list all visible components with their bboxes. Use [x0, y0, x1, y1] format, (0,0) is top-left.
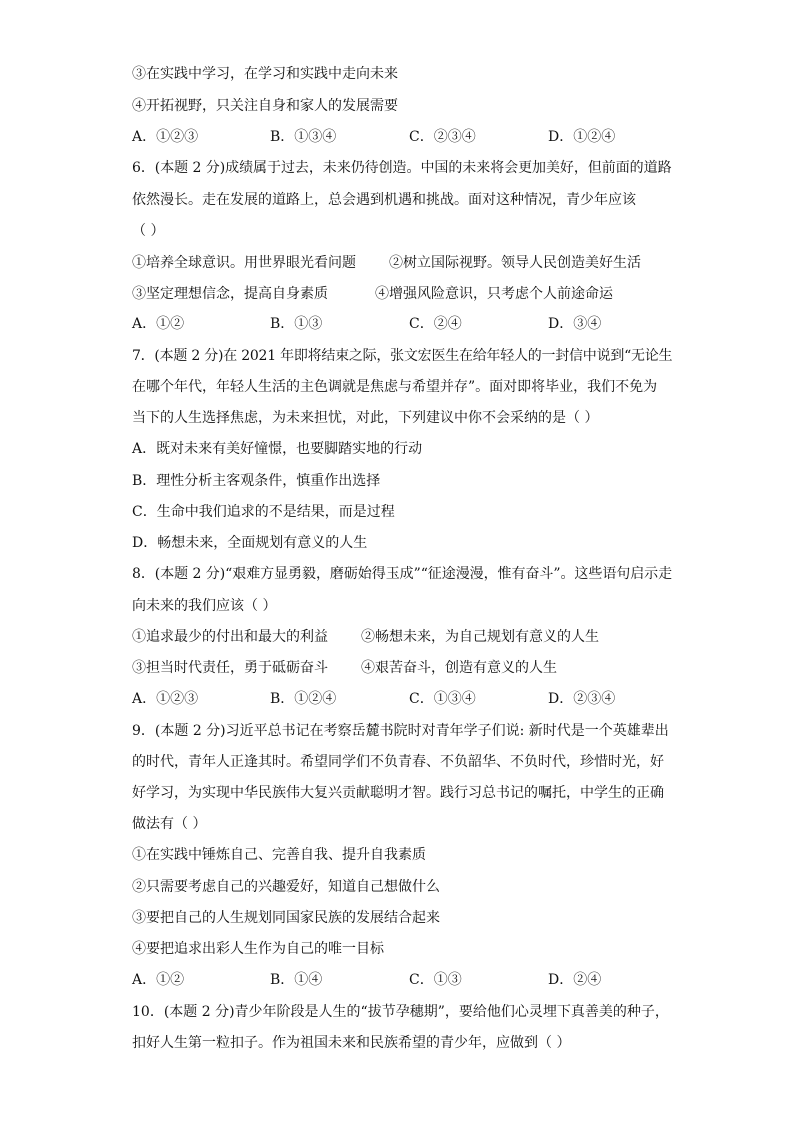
q8-stem-line-2: 向未来的我们应该（ ） [132, 598, 277, 614]
q7-stem-line-3: 当下的人生选择焦虑，为未来担忧，对此，下列建议中你不会采纳的是（ ） [132, 410, 599, 426]
q5-item-3: ③在实践中学习，在学习和实践中走向未来 [132, 66, 398, 82]
q6-stem-line-3: （ ） [132, 223, 165, 239]
q8-item-2: ②畅想未来，为自己规划有意义的人生 [361, 629, 599, 645]
q6-item-1: ①培养全球意识。用世界眼光看问题 [132, 255, 356, 271]
q9-stem-line-3: 好学习，为实现中华民族伟大复兴贡献聪明才智。践行习总书记的嘱托，中学生的正确 [132, 785, 664, 801]
q5-option-c: C．②③④ [409, 129, 476, 145]
q9-option-b: B．①④ [270, 972, 323, 988]
q6-items-row-1 [132, 253, 672, 273]
q5-item-4: ④开拓视野，只关注自身和家人的发展需要 [132, 98, 398, 114]
q6-items-row-2 [132, 284, 672, 304]
q7-stem-line-1: 7．(本题 2 分)在 2021 年即将结束之际，张文宏医生在给年轻人的一封信中说到“无论生 [132, 348, 673, 364]
q8-items-row-1 [132, 627, 672, 647]
q9-option-a: A．①② [132, 972, 185, 988]
q5-options [132, 127, 672, 147]
q7-stem-line-2: 在哪个年代，年轻人生活的主色调就是焦虑与希望并存”。面对即将毕业，我们不免为 [132, 379, 658, 395]
q8-options [132, 689, 672, 709]
q8-item-4: ④艰苦奋斗，创造有意义的人生 [361, 660, 557, 676]
q6-options [132, 314, 672, 334]
q6-item-3: ③坚定理想信念，提高自身素质 [132, 286, 328, 302]
q8-option-a: A．①②③ [132, 691, 199, 707]
q8-stem-line-1: 8．(本题 2 分)“艰难方显勇毅，磨砺始得玉成”“征途漫漫，惟有奋斗”。这些语句启示走 [132, 566, 673, 582]
q9-stem-line-4: 做法有（ ） [132, 816, 207, 832]
q8-item-1: ①追求最少的付出和最大的利益 [132, 629, 328, 645]
q9-stem-line-1: 9．(本题 2 分)习近平总书记在考察岳麓书院时对青年学子们说: 新时代是一个英雄辈出 [132, 723, 669, 739]
q7-option-b: B．理性分析主客观条件，慎重作出选择 [132, 473, 381, 489]
q5-option-a: A．①②③ [132, 129, 199, 145]
q8-items-row-2 [132, 658, 672, 678]
q6-stem-line-1: 6．(本题 2 分)成绩属于过去，未来仍待创造。中国的未来将会更加美好，但前面的道路 [132, 160, 672, 176]
q9-stem-line-2: 的时代，青年人正逢其时。希望同学们不负青春、不负韶华、不负时代，珍惜时光，好 [132, 754, 664, 770]
q6-option-a: A．①② [132, 316, 185, 332]
q6-stem-line-2: 依然漫长。走在发展的道路上，总会遇到机遇和挑战。面对这种情况，青少年应该 [132, 192, 636, 208]
q10-stem-line-2: 扣好人生第一粒扣子。作为祖国未来和民族希望的青少年，应做到（ ） [132, 1035, 571, 1051]
q7-option-d: D．畅想未来，全面规划有意义的人生 [132, 535, 368, 551]
q8-option-b: B．①②④ [270, 691, 337, 707]
q10-stem-line-1: 10．(本题 2 分)青少年阶段是人生的“拔节孕穗期”，要给他们心灵埋下真善美的种子， [132, 1004, 669, 1020]
q8-item-3: ③担当时代责任，勇于砥砺奋斗 [132, 660, 328, 676]
q8-option-c: C．①③④ [409, 691, 476, 707]
q5-option-d: D．①②④ [548, 129, 616, 145]
q6-option-c: C．②④ [409, 316, 462, 332]
q9-item-1: ①在实践中锤炼自己、完善自我、提升自我素质 [132, 847, 426, 863]
q6-item-4: ④增强风险意识，只考虑个人前途命运 [375, 286, 613, 302]
q5-option-b: B．①③④ [270, 129, 337, 145]
q9-item-3: ③要把自己的人生规划同国家民族的发展结合起来 [132, 910, 440, 926]
q9-options [132, 970, 672, 990]
q6-option-b: B．①③ [270, 316, 323, 332]
q7-option-a: A．既对未来有美好憧憬，也要脚踏实地的行动 [132, 441, 423, 457]
q9-option-d: D．②④ [548, 972, 602, 988]
q9-item-2: ②只需要考虑自己的兴趣爱好，知道自己想做什么 [132, 879, 440, 895]
q8-option-d: D．②③④ [548, 691, 616, 707]
q7-option-c: C．生命中我们追求的不是结果，而是过程 [132, 504, 395, 520]
q9-option-c: C．①③ [409, 972, 462, 988]
q6-option-d: D．③④ [548, 316, 602, 332]
q9-item-4: ④要把追求出彩人生作为自己的唯一目标 [132, 941, 384, 957]
q6-item-2: ②树立国际视野。领导人民创造美好生活 [389, 255, 641, 271]
